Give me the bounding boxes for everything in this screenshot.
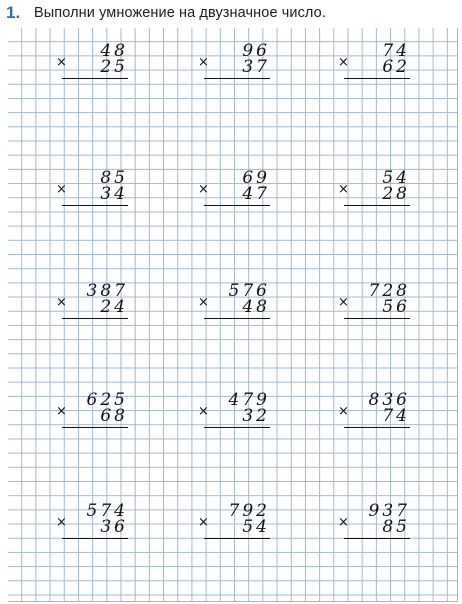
multiplicand: 728 <box>368 281 410 301</box>
multiply-sign: × <box>198 404 209 419</box>
multiplicand: 387 <box>86 281 128 301</box>
multiplication-problem <box>338 503 410 547</box>
multiplier: 32 <box>242 406 270 426</box>
multiply-sign: × <box>56 515 67 530</box>
multiplier: 74 <box>382 406 410 426</box>
multiply-sign: × <box>338 182 349 197</box>
multiplier: 24 <box>100 297 128 317</box>
task-title: Выполни умножение на двузначное число. <box>34 5 326 21</box>
result-line <box>62 538 128 539</box>
result-line <box>204 538 270 539</box>
multiplication-problem <box>198 503 270 547</box>
multiplier: 85 <box>382 517 410 537</box>
result-line <box>204 205 270 206</box>
multiplier: 47 <box>242 184 270 204</box>
multiply-sign: × <box>198 182 209 197</box>
multiplicand: 792 <box>228 501 270 521</box>
multiplication-problem <box>56 43 128 87</box>
multiplication-problem <box>198 170 270 214</box>
multiply-sign: × <box>198 295 209 310</box>
result-line <box>62 427 128 428</box>
multiplier: 34 <box>100 184 128 204</box>
multiplication-problem <box>198 43 270 87</box>
result-line <box>62 205 128 206</box>
result-line <box>204 78 270 79</box>
multiplication-problem <box>198 283 270 327</box>
multiplicand: 48 <box>100 41 128 61</box>
multiplicand: 479 <box>228 390 270 410</box>
multiplicand: 96 <box>242 41 270 61</box>
multiplication-problem <box>56 503 128 547</box>
result-line <box>204 318 270 319</box>
multiply-sign: × <box>56 295 67 310</box>
multiplicand: 74 <box>382 41 410 61</box>
multiplicand: 836 <box>368 390 410 410</box>
multiplicand: 625 <box>86 390 128 410</box>
multiplier: 25 <box>100 57 128 77</box>
result-line <box>344 538 410 539</box>
multiplicand: 576 <box>228 281 270 301</box>
multiply-sign: × <box>198 55 209 70</box>
multiplication-problem <box>56 170 128 214</box>
multiplier: 56 <box>382 297 410 317</box>
task-number: 1. <box>6 3 21 22</box>
multiplication-problem <box>56 283 128 327</box>
multiplier: 37 <box>242 57 270 77</box>
multiplicand: 54 <box>382 168 410 188</box>
multiplier: 28 <box>382 184 410 204</box>
multiply-sign: × <box>56 55 67 70</box>
multiply-sign: × <box>56 182 67 197</box>
result-line <box>62 318 128 319</box>
multiply-sign: × <box>338 295 349 310</box>
multiply-sign: × <box>338 404 349 419</box>
multiplier: 62 <box>382 57 410 77</box>
multiply-sign: × <box>338 515 349 530</box>
result-line <box>204 427 270 428</box>
multiplicand: 85 <box>100 168 128 188</box>
multiplicand: 69 <box>242 168 270 188</box>
multiplication-problem <box>198 392 270 436</box>
result-line <box>344 78 410 79</box>
multiplicand: 937 <box>368 501 410 521</box>
multiplier: 48 <box>242 297 270 317</box>
result-line <box>344 205 410 206</box>
multiplication-problem <box>338 283 410 327</box>
multiplication-problem <box>338 170 410 214</box>
multiply-sign: × <box>338 55 349 70</box>
result-line <box>62 78 128 79</box>
multiplier: 68 <box>100 406 128 426</box>
multiplicand: 574 <box>86 501 128 521</box>
multiply-sign: × <box>56 404 67 419</box>
multiplier: 54 <box>242 517 270 537</box>
multiplication-problem <box>56 392 128 436</box>
result-line <box>344 427 410 428</box>
multiplier: 36 <box>100 517 128 537</box>
multiply-sign: × <box>198 515 209 530</box>
result-line <box>344 318 410 319</box>
multiplication-problem <box>338 43 410 87</box>
multiplication-problem <box>338 392 410 436</box>
